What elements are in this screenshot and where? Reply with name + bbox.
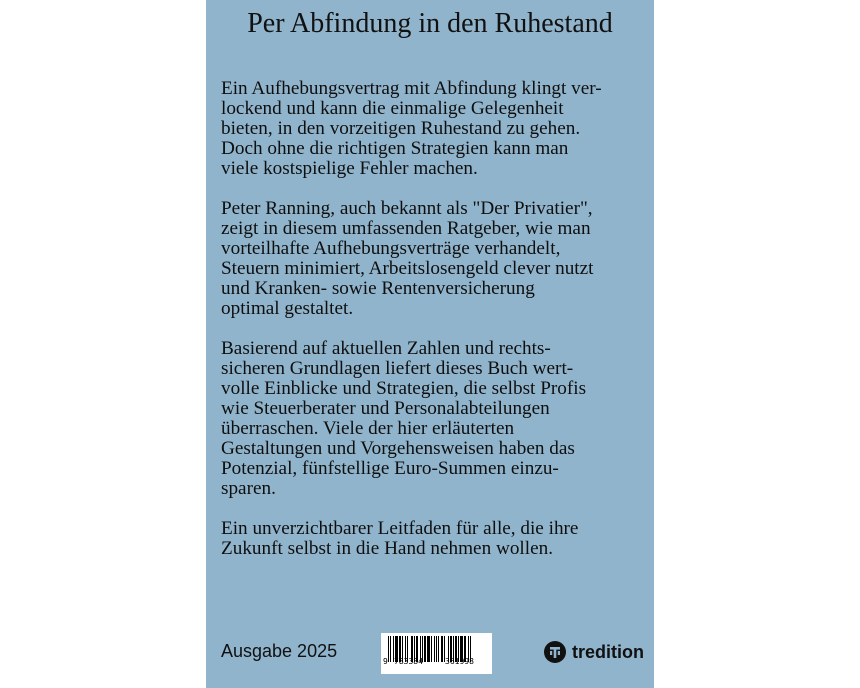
barcode-bar	[434, 636, 435, 662]
blurb-paragraph-3	[221, 339, 651, 499]
blurb-line: und Kranken- sowie Rentenversicherung	[221, 278, 535, 299]
blurb-line: sparen.	[221, 478, 276, 499]
barcode-bar	[390, 636, 391, 662]
blurb-paragraph-1	[221, 79, 651, 179]
blurb-line: Basierend auf aktuellen Zahlen und rechts-	[221, 338, 551, 359]
barcode-left-group: 783384	[394, 657, 423, 666]
barcode-bar	[431, 636, 432, 662]
blurb-paragraph-4	[221, 519, 651, 559]
blurb-line: viele kostspielige Fehler machen.	[221, 158, 478, 179]
blurb-line: Zukunft selbst in die Hand nehmen wollen.	[221, 538, 553, 559]
isbn-barcode	[381, 633, 492, 674]
book-back-cover	[206, 0, 654, 688]
blurb-line: lockend und kann die einmalige Gelegenheit	[221, 98, 564, 119]
book-title: Per Abfindung in den Ruhestand	[247, 8, 613, 39]
blurb-line: volle Einblicke und Strategien, die selbst Profis	[221, 378, 587, 399]
blurb-line: zeigt in diesem umfassenden Ratgeber, wie man	[221, 218, 591, 239]
blurb-line: Peter Ranning, auch bekannt als "Der Privatier",	[221, 198, 593, 219]
blurb-line: optimal gestaltet.	[221, 298, 354, 319]
barcode-first-digit: 9	[383, 657, 388, 666]
edition-label: Ausgabe 2025	[221, 641, 338, 661]
barcode-bar	[424, 636, 426, 662]
barcode-bar	[388, 636, 389, 662]
publisher-name: tredition	[572, 641, 644, 662]
blurb-paragraph-2	[221, 199, 651, 319]
blurb-line: Gestaltungen und Vorgehensweisen haben das	[221, 438, 575, 459]
blurb-line: Steuern minimiert, Arbeitslosengeld clever nutzt	[221, 258, 594, 279]
blurb-line: bieten, in den vorzeitigen Ruhestand zu gehen.	[221, 118, 581, 139]
barcode-bar	[438, 636, 439, 662]
blurb-line: sicheren Grundlagen liefert dieses Buch wert-	[221, 358, 574, 379]
barcode-right-group: 361998	[445, 657, 474, 666]
blurb-line: vorteilhafte Aufhebungsverträge verhandelt,	[221, 238, 561, 259]
barcode-bar	[427, 636, 430, 662]
barcode-bar	[441, 636, 443, 662]
blurb-line: Ein Aufhebungsvertrag mit Abfindung klingt ver-	[221, 78, 602, 99]
blurb-line: überraschen. Viele der hier erläuterten	[221, 418, 515, 439]
blurb-line: Potenzial, fünfstellige Euro-Summen einzu-	[221, 458, 559, 479]
barcode-bar	[436, 636, 437, 662]
blurb-line: Ein unverzichtbarer Leitfaden für alle, die ihre	[221, 518, 579, 539]
blurb-line: wie Steuerberater und Personalabteilungen	[221, 398, 550, 419]
blurb-text	[221, 79, 651, 579]
publisher-mark	[544, 640, 644, 664]
blurb-line: Doch ohne die richtigen Strategien kann man	[221, 138, 569, 159]
tredition-logo-icon	[544, 641, 566, 663]
